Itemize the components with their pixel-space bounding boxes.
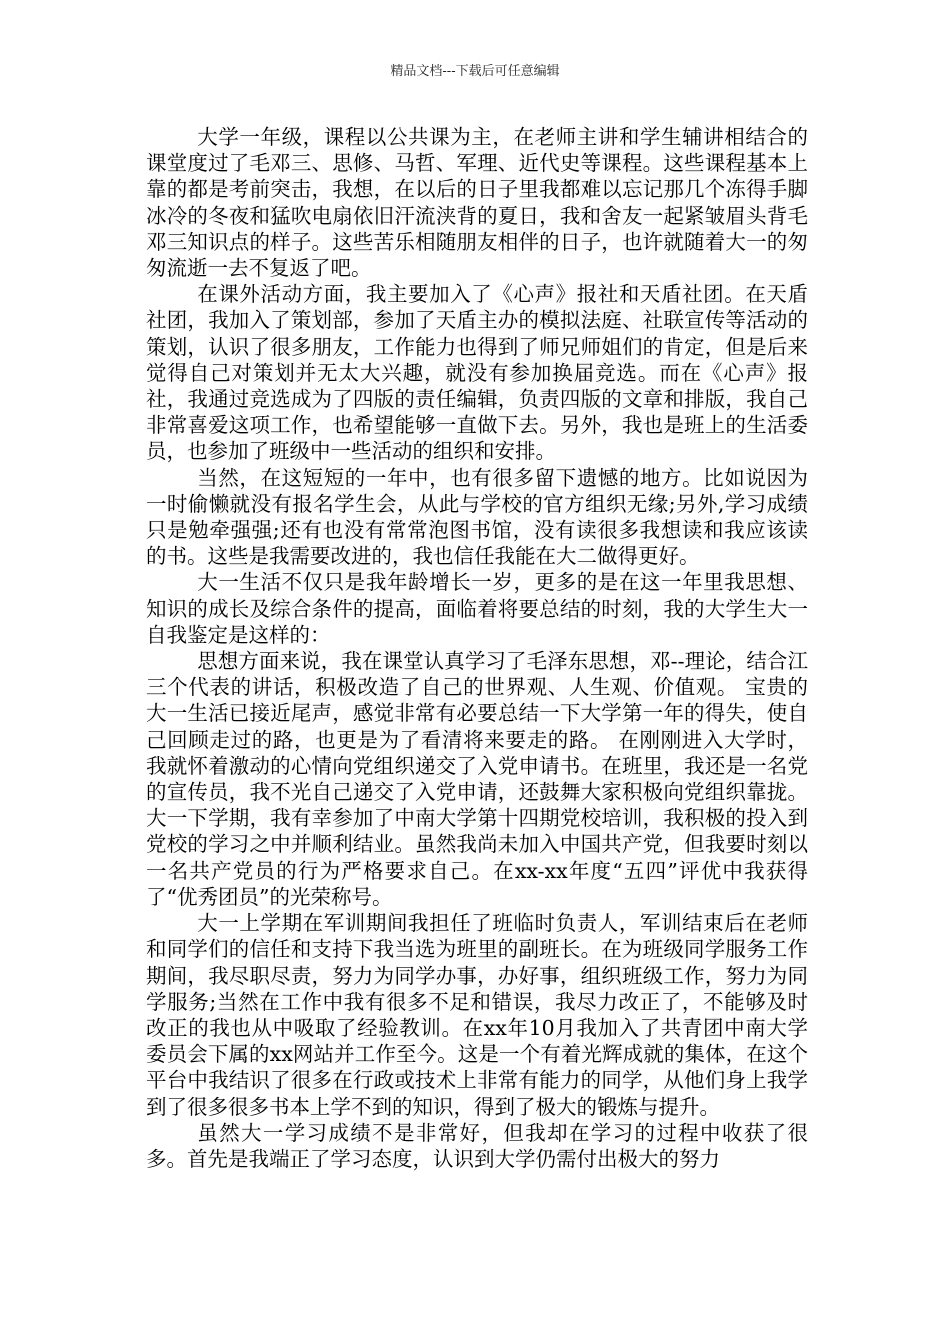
paragraph-regrets: 当然，在这短短的一年中，也有很多留下遗憾的地方。比如说因为一时偷懒就没有报名学生会，从此与学校的官方组织无缘;另外,学习成绩只是勉牵强强;还有也没有常常泡图书馆，没有读很多我想读和我应该读的书。这些是我需要改进的，我也信任我能在大二做得更好。 (146, 465, 808, 569)
paragraph-first-year-courses: 大学一年级，课程以公共课为主，在老师主讲和学生辅讲相结合的课堂度过了毛邓三、思修、马哲、军理、近代史等课程。这些课程基本上靠的都是考前突击，我想，在以后的日子里我都难以忘记那几个冻得手脚冰冷的冬夜和猛吹电扇依旧汗流浃背的夏日，我和舍友一起紧皱眉头背毛邓三知识点的样子。这些苦乐相随朋友相伴的日子，也许就随着大一的匆匆流逝一去不复返了吧。 (146, 125, 808, 281)
paragraph-ideology: 思想方面来说，我在课堂认真学习了毛泽东思想，邓--理论，结合江三个代表的讲话，积极改造了自己的世界观、人生观、价值观。 宝贵的大一生活已接近尾声，感觉非常有必要总结一下大学第一年的得失，使自己回顾走过的路，也更是为了看清将来要走的路。 在刚刚进入大学时，我就怀着激动的心情向党组织递交了入党申请书。在班里，我还是一名党的宣传员，我不光自己递交了入党申请，还鼓舞大家积极向党组织靠拢。大一下学期，我有幸参加了中南大学第十四期党校培训，我积极的投入到党校的学习之中并顺利结业。虽然我尚未加入中国共产党，但我要时刻以一名共产党员的行为严格要求自己。在xx-xx年度“五四”评优中我获得了“优秀团员”的光荣称号。 (146, 649, 808, 909)
paragraph-class-work: 大一上学期在军训期间我担任了班临时负责人，军训结束后在老师和同学们的信任和支持下我当选为班里的副班长。在为班级同学服务工作期间，我尽职尽责，努力为同学办事，办好事，组织班级工作，努力为同学服务;当然在工作中我有很多不足和错误，我尽力改正了，不能够及时改正的我也从中吸取了经验教训。在xx年10月我加入了共青团中南大学委员会下属的xx网站并工作至今。这是一个有着光辉成就的集体，在这个平台中我结识了很多在行政或技术上非常有能力的同学，从他们身上我学到了很多很多书本上学不到的知识，得到了极大的锻炼与提升。 (146, 911, 808, 1119)
paragraph-study: 虽然大一学习成绩不是非常好，但我却在学习的过程中收获了很多。首先是我端正了学习态度，认识到大学仍需付出极大的努力 (146, 1120, 808, 1171)
document-body (146, 124, 808, 1172)
paragraph-extracurricular: 在课外活动方面，我主要加入了《心声》报社和天盾社团。在天盾社团，我加入了策划部，参加了天盾主办的模拟法庭、社联宣传等活动的策划，认识了很多朋友，工作能力也得到了师兄师姐们的肯定，但是后来觉得自己对策划并无太大兴趣，就没有参加换届竞选。而在《心声》报社，我通过竞选成为了四版的责任编辑，负责四版的文章和排版，我自己非常喜爱这项工作，也希望能够一直做下去。另外，我也是班上的生活委员，也参加了班级中一些活动的组织和安排。 (146, 282, 808, 464)
paragraph-self-assessment-intro: 大一生活不仅只是我年龄增长一岁，更多的是在这一年里我思想、知识的成长及综合条件的提高，面临着将要总结的时刻，我的大学生大一自我鉴定是这样的： (146, 570, 808, 647)
page-header: 精品文档---下载后可任意编辑 (390, 64, 560, 79)
